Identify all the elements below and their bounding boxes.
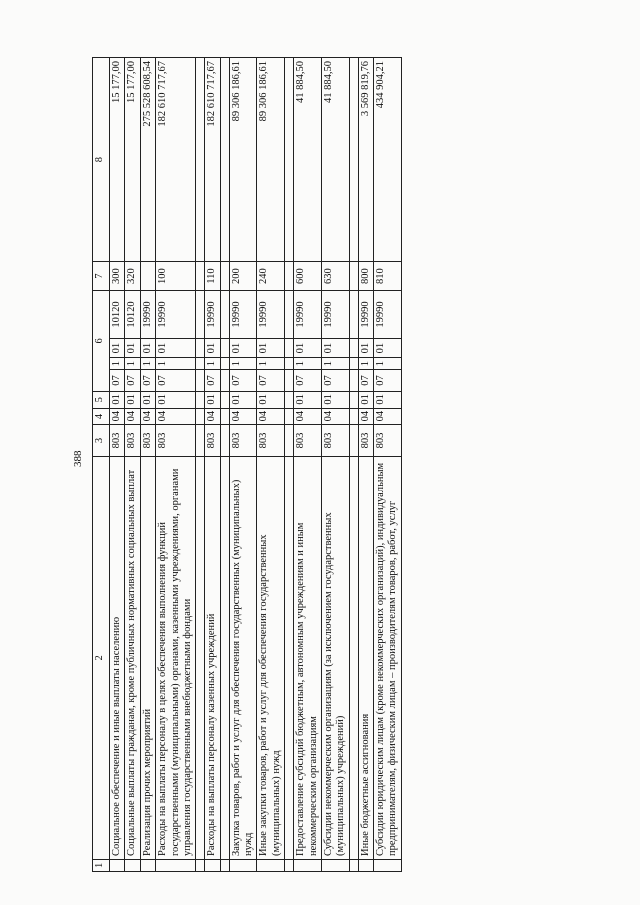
- row-target-4: 19990: [257, 290, 285, 338]
- spacer-cell: [196, 290, 205, 338]
- row-target-4: 19990: [229, 290, 257, 338]
- row-amount: 275 528 608,54: [140, 58, 155, 262]
- row-subsection: 01: [229, 391, 257, 408]
- row-target-1: 07: [156, 370, 196, 392]
- spacer-cell: [220, 456, 229, 859]
- row-target-3: 01: [110, 339, 125, 358]
- row-target-4: 19990: [374, 290, 402, 338]
- spacer-cell: [220, 408, 229, 425]
- row-subsection: 01: [205, 391, 220, 408]
- row-subsection: 01: [358, 391, 373, 408]
- spacer-cell: [349, 58, 358, 262]
- spacer-cell: [196, 358, 205, 370]
- row-code: 803: [110, 425, 125, 456]
- spacer-cell: [285, 339, 294, 358]
- row-target-4: 10120: [125, 290, 140, 338]
- spacer-cell: [285, 860, 294, 872]
- row-target-2: 1: [358, 358, 373, 370]
- row-expense-type: 810: [374, 262, 402, 291]
- spacer-cell: [285, 408, 294, 425]
- row-target-2: 1: [321, 358, 349, 370]
- row-amount: 15 177,00: [125, 58, 140, 262]
- row-section: 04: [321, 408, 349, 425]
- row-expense-type: 100: [156, 262, 196, 291]
- spacer-cell: [285, 262, 294, 291]
- row-index-cell: [229, 860, 257, 872]
- row-index-cell: [294, 860, 322, 872]
- row-subsection: 01: [125, 391, 140, 408]
- row-section: 04: [257, 408, 285, 425]
- spacer-cell: [196, 262, 205, 291]
- row-expense-type: 320: [125, 262, 140, 291]
- header-col-2: 2: [93, 456, 110, 859]
- spacer-cell: [349, 456, 358, 859]
- row-target-3: 01: [374, 339, 402, 358]
- row-name: Реализация прочих мероприятий: [140, 456, 155, 859]
- table-row: [358, 58, 373, 872]
- row-amount: 3 569 819,76: [358, 58, 373, 262]
- row-target-1: 07: [257, 370, 285, 392]
- spacer-cell: [220, 370, 229, 392]
- row-index-cell: [374, 860, 402, 872]
- table-row: [125, 58, 140, 872]
- row-target-2: 1: [374, 358, 402, 370]
- row-expense-type: 630: [321, 262, 349, 291]
- budget-table: [92, 57, 402, 872]
- row-subsection: 01: [257, 391, 285, 408]
- row-spacer: [349, 58, 358, 872]
- row-target-4: 19990: [358, 290, 373, 338]
- row-name: Субсидии юридическим лицам (кроме некоммерческих организаций), индивидуальным предпринимателям, физическим лицам – производителям товаров, работ, услуг: [374, 456, 402, 859]
- row-target-2: 1: [156, 358, 196, 370]
- row-section: 04: [125, 408, 140, 425]
- row-section: 04: [140, 408, 155, 425]
- spacer-cell: [220, 860, 229, 872]
- row-expense-type: 110: [205, 262, 220, 291]
- row-amount: 89 306 186,61: [229, 58, 257, 262]
- spacer-cell: [196, 456, 205, 859]
- row-target-4: 19990: [140, 290, 155, 338]
- spacer-cell: [285, 391, 294, 408]
- spacer-cell: [285, 290, 294, 338]
- header-col-7: 7: [93, 262, 110, 291]
- header-col-1: 1: [93, 860, 110, 872]
- row-expense-type: 800: [358, 262, 373, 291]
- row-index-cell: [156, 860, 196, 872]
- row-subsection: 01: [294, 391, 322, 408]
- row-target-2: 1: [125, 358, 140, 370]
- row-spacer: [220, 58, 229, 872]
- page-number: 388: [72, 450, 84, 467]
- spacer-cell: [220, 58, 229, 262]
- row-amount: 89 306 186,61: [257, 58, 285, 262]
- row-code: 803: [358, 425, 373, 456]
- row-target-3: 01: [294, 339, 322, 358]
- row-section: 04: [205, 408, 220, 425]
- row-subsection: 01: [140, 391, 155, 408]
- row-target-1: 07: [321, 370, 349, 392]
- spacer-cell: [349, 408, 358, 425]
- row-code: 803: [257, 425, 285, 456]
- row-code: 803: [321, 425, 349, 456]
- row-name: Социальное обеспечение и иные выплаты населению: [110, 456, 125, 859]
- row-name: Социальные выплаты гражданам, кроме публичных нормативных социальных выплат: [125, 456, 140, 859]
- row-target-2: 1: [205, 358, 220, 370]
- spacer-cell: [196, 58, 205, 262]
- spacer-cell: [285, 456, 294, 859]
- row-name: Иные закупки товаров, работ и услуг для обеспечения государственных (муниципальных) нужд: [257, 456, 285, 859]
- row-name: Закупка товаров, работ и услуг для обеспечения государственных (муниципальных) нужд: [229, 456, 257, 859]
- row-code: 803: [294, 425, 322, 456]
- table-row: [257, 58, 285, 872]
- row-index-cell: [110, 860, 125, 872]
- row-section: 04: [374, 408, 402, 425]
- row-expense-type: 200: [229, 262, 257, 291]
- spacer-cell: [349, 358, 358, 370]
- row-target-4: 19990: [205, 290, 220, 338]
- row-index-cell: [257, 860, 285, 872]
- row-target-3: 01: [358, 339, 373, 358]
- row-index-cell: [125, 860, 140, 872]
- spacer-cell: [196, 339, 205, 358]
- row-index-cell: [205, 860, 220, 872]
- row-target-2: 1: [229, 358, 257, 370]
- row-code: 803: [140, 425, 155, 456]
- row-target-3: 01: [257, 339, 285, 358]
- header-col-8: 8: [93, 58, 110, 262]
- spacer-cell: [220, 262, 229, 291]
- row-subsection: 01: [110, 391, 125, 408]
- spacer-cell: [349, 339, 358, 358]
- spacer-cell: [349, 425, 358, 456]
- row-target-1: 07: [125, 370, 140, 392]
- table-row: [229, 58, 257, 872]
- table-row: [140, 58, 155, 872]
- table-row: [294, 58, 322, 872]
- header-col-4: 4: [93, 408, 110, 425]
- row-code: 803: [205, 425, 220, 456]
- spacer-cell: [220, 391, 229, 408]
- row-amount: 182 610 717,67: [205, 58, 220, 262]
- spacer-cell: [196, 391, 205, 408]
- row-target-1: 07: [294, 370, 322, 392]
- row-expense-type: [140, 262, 155, 291]
- row-section: 04: [358, 408, 373, 425]
- header-col-5: 5: [93, 391, 110, 408]
- row-target-2: 1: [257, 358, 285, 370]
- row-section: 04: [229, 408, 257, 425]
- spacer-cell: [196, 860, 205, 872]
- spacer-cell: [349, 290, 358, 338]
- row-target-1: 07: [374, 370, 402, 392]
- row-code: 803: [156, 425, 196, 456]
- row-name: Расходы на выплаты персоналу в целях обеспечения выполнения функций государственными (муниципальными) органами, казенными учреждениями, органами управления государственными внебюджетными фондами: [156, 456, 196, 859]
- row-target-4: 19990: [321, 290, 349, 338]
- row-index-cell: [321, 860, 349, 872]
- row-section: 04: [294, 408, 322, 425]
- row-target-2: 1: [110, 358, 125, 370]
- row-target-4: 19990: [294, 290, 322, 338]
- row-target-3: 01: [205, 339, 220, 358]
- row-amount: 41 884,50: [321, 58, 349, 262]
- row-expense-type: 600: [294, 262, 322, 291]
- row-target-1: 07: [229, 370, 257, 392]
- spacer-cell: [285, 358, 294, 370]
- row-name: Иные бюджетные ассигнования: [358, 456, 373, 859]
- row-spacer: [285, 58, 294, 872]
- row-target-1: 07: [110, 370, 125, 392]
- row-expense-type: 240: [257, 262, 285, 291]
- row-index-cell: [358, 860, 373, 872]
- header-col-3: 3: [93, 425, 110, 456]
- row-target-1: 07: [205, 370, 220, 392]
- row-target-2: 1: [294, 358, 322, 370]
- row-code: 803: [374, 425, 402, 456]
- spacer-cell: [220, 358, 229, 370]
- table-row: [156, 58, 196, 872]
- row-subsection: 01: [156, 391, 196, 408]
- spacer-cell: [349, 860, 358, 872]
- table-row: [321, 58, 349, 872]
- table-row: [110, 58, 125, 872]
- row-target-1: 07: [358, 370, 373, 392]
- row-target-3: 01: [156, 339, 196, 358]
- table-header-row: [93, 58, 110, 872]
- row-target-3: 01: [229, 339, 257, 358]
- row-amount: 41 884,50: [294, 58, 322, 262]
- row-subsection: 01: [374, 391, 402, 408]
- spacer-cell: [285, 425, 294, 456]
- row-expense-type: 300: [110, 262, 125, 291]
- spacer-cell: [196, 370, 205, 392]
- row-spacer: [196, 58, 205, 872]
- row-name: Предоставление субсидий бюджетным, автономным учреждениям и иным некоммерческим организациям: [294, 456, 322, 859]
- spacer-cell: [285, 370, 294, 392]
- spacer-cell: [220, 425, 229, 456]
- table-row: [374, 58, 402, 872]
- row-amount: 182 610 717,67: [156, 58, 196, 262]
- row-section: 04: [110, 408, 125, 425]
- row-code: 803: [125, 425, 140, 456]
- row-target-3: 01: [125, 339, 140, 358]
- row-target-3: 01: [321, 339, 349, 358]
- header-col-6: 6: [93, 290, 110, 391]
- row-amount: 434 904,21: [374, 58, 402, 262]
- row-section: 04: [156, 408, 196, 425]
- table-row: [205, 58, 220, 872]
- row-amount: 15 177,00: [110, 58, 125, 262]
- row-name: Субсидии некоммерческим организациям (за исключением государственных (муниципальных) учреждений): [321, 456, 349, 859]
- spacer-cell: [196, 425, 205, 456]
- spacer-cell: [196, 408, 205, 425]
- row-subsection: 01: [321, 391, 349, 408]
- spacer-cell: [220, 339, 229, 358]
- spacer-cell: [349, 370, 358, 392]
- row-index-cell: [140, 860, 155, 872]
- row-target-4: 10120: [110, 290, 125, 338]
- spacer-cell: [285, 58, 294, 262]
- table-body: [110, 58, 402, 872]
- row-code: 803: [229, 425, 257, 456]
- spacer-cell: [349, 262, 358, 291]
- row-target-1: 07: [140, 370, 155, 392]
- spacer-cell: [349, 391, 358, 408]
- row-target-3: 01: [140, 339, 155, 358]
- spacer-cell: [220, 290, 229, 338]
- row-target-4: 19990: [156, 290, 196, 338]
- row-name: Расходы на выплаты персоналу казенных учреждений: [205, 456, 220, 859]
- row-target-2: 1: [140, 358, 155, 370]
- rotated-table-block: [72, 57, 554, 872]
